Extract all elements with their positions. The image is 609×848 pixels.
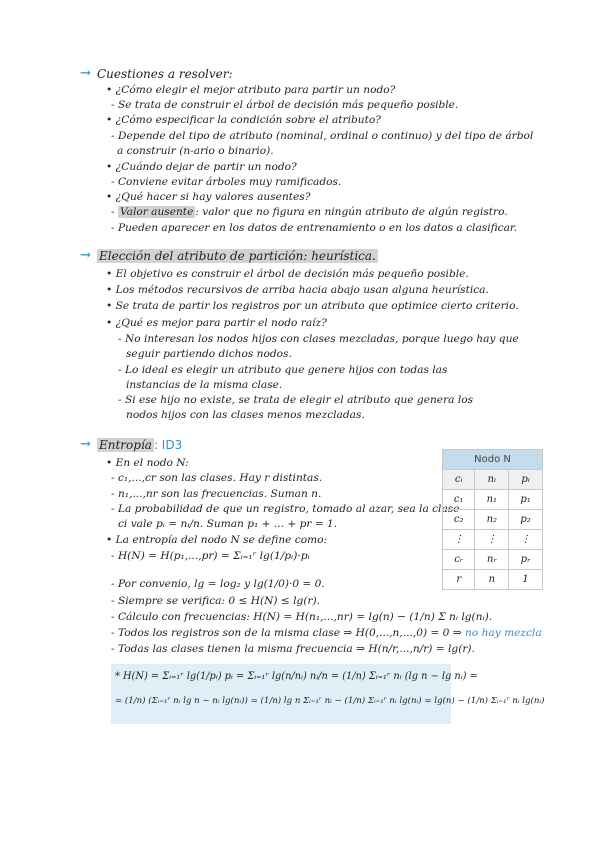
q4-answer: - Valor ausente : valor que no figura en ningún atributo de algún registro. bbox=[111, 206, 508, 218]
derivation-line1: * H(N) = Σᵢ₌₁ʳ lg(1/pᵢ) pᵢ = Σᵢ₌₁ʳ lg(n/nᵢ) nᵢ/n = (1/n) Σᵢ₌₁ʳ nᵢ (lg n − lg nᵢ) = bbox=[115, 671, 478, 682]
b4-text: • ¿Qué es mejor para partir el nodo raíz? bbox=[106, 317, 327, 329]
entropy-l6: • La entropía del nodo N se define como: bbox=[106, 534, 328, 546]
table-cell: c₁ bbox=[443, 490, 475, 510]
table-row bbox=[443, 550, 543, 570]
entropy-l2: - c₁,...,cr son las clases. Hay r distintas. bbox=[111, 472, 323, 484]
q4-answer-rest: : valor que no figura en ningún atributo de algún registro. bbox=[195, 206, 508, 218]
table-cell: p₂ bbox=[509, 510, 543, 530]
table-cell: 1 bbox=[509, 570, 543, 590]
table-header-row bbox=[443, 470, 543, 490]
q4-text: • ¿Qué hacer si hay valores ausentes? bbox=[106, 191, 311, 203]
table-row bbox=[443, 570, 543, 590]
entropy-l3: - n₁,...,nr son las frecuencias. Suman n. bbox=[111, 488, 322, 500]
table-cell: pᵣ bbox=[509, 550, 543, 570]
arrow-icon: → bbox=[80, 437, 91, 452]
table-cell: cᵣ bbox=[443, 550, 475, 570]
entropy-l7: - H(N) = H(p₁,...,pr) = Σᵢ₌₁ʳ lg(1/pᵢ)·pᵢ bbox=[111, 550, 310, 562]
arrow-icon: → bbox=[80, 248, 91, 263]
b4b-line2: instancias de la misma clase. bbox=[126, 379, 283, 391]
arrow-icon: → bbox=[80, 66, 91, 81]
entropy-l4: - La probabilidad de que un registro, tomado al azar, sea la clase bbox=[111, 503, 460, 515]
q4-answer-2: - Pueden aparecer en los datos de entrenamiento o en los datos a clasificar. bbox=[111, 222, 518, 234]
entropy-l5: ci vale pᵢ = nᵢ/n. Suman p₁ + ... + pr = 1. bbox=[118, 518, 338, 530]
b1-text: • El objetivo es construir el árbol de decisión más pequeño posible. bbox=[106, 268, 469, 280]
q2-answer-line1: - Depende del tipo de atributo (nominal, ordinal o continuo) y del tipo de árbol bbox=[111, 130, 534, 142]
nodo-table bbox=[442, 449, 543, 590]
table-row bbox=[443, 510, 543, 530]
table-header-cell: pᵢ bbox=[509, 470, 543, 490]
b4c-line1: - Si ese hijo no existe, se trata de elegir el atributo que genera los bbox=[118, 394, 474, 406]
entropy-l11: - Todos los registros son de la misma clase ⇒ H(0,...,n,...,0) = 0 ⇒ no hay mezcla bbox=[111, 627, 542, 639]
q3-answer: - Conviene evitar árboles muy ramificados. bbox=[111, 176, 342, 188]
table-cell: ⋮ bbox=[475, 530, 509, 550]
b4c-line2: nodos hijos con las clases menos mezcladas. bbox=[126, 409, 365, 421]
q2-text: • ¿Cómo especificar la condición sobre el atributo? bbox=[106, 114, 381, 126]
table-cell: ⋮ bbox=[443, 530, 475, 550]
b4b-line1: - Lo ideal es elegir un atributo que genere hijos con todas las bbox=[118, 364, 448, 376]
entropy-l1: • En el nodo N: bbox=[106, 457, 189, 469]
table-cell: c₂ bbox=[443, 510, 475, 530]
table-header-cell: cᵢ bbox=[443, 470, 475, 490]
table-header-cell: nᵢ bbox=[475, 470, 509, 490]
derivation-box bbox=[111, 664, 545, 724]
table-row bbox=[443, 490, 543, 510]
heading-cuestiones: Cuestiones a resolver: bbox=[97, 67, 233, 81]
heading-entropia: Entropía : ID3 bbox=[99, 438, 183, 452]
table-cell: n₂ bbox=[475, 510, 509, 530]
highlight-term: Valor ausente bbox=[119, 206, 194, 218]
entropy-l12: - Todas las clases tienen la misma frecuencia ⇒ H(n/r,...,n/r) = lg(r). bbox=[111, 643, 475, 655]
table-cell: p₁ bbox=[509, 490, 543, 510]
table-caption: Nodo N bbox=[443, 450, 543, 470]
entropy-l8: - Por convenio, lg = log₂ y lg(1/0)·0 = 0. bbox=[111, 578, 325, 590]
b4a-line2: seguir partiendo dichos nodos. bbox=[126, 348, 292, 360]
entropy-l9: - Siempre se verifica: 0 ≤ H(N) ≤ lg(r). bbox=[111, 595, 321, 607]
q1-text: • ¿Cómo elegir el mejor atributo para partir un nodo? bbox=[106, 84, 396, 96]
table-cell: ⋮ bbox=[509, 530, 543, 550]
table-row bbox=[443, 530, 543, 550]
b4a-line1: - No interesan los nodos hijos con clases mezcladas, porque luego hay que bbox=[118, 333, 519, 345]
b3-text: • Se trata de partir los registros por un atributo que optimice cierto criterio. bbox=[106, 300, 519, 312]
q2-answer-line2: a construir (n-ario o binario). bbox=[117, 145, 274, 157]
table-cell: n₁ bbox=[475, 490, 509, 510]
q3-text: • ¿Cuándo dejar de partir un nodo? bbox=[106, 161, 297, 173]
table-cell: n bbox=[475, 570, 509, 590]
table-cell: r bbox=[443, 570, 475, 590]
b2-text: • Los métodos recursivos de arriba hacia abajo usan alguna heurística. bbox=[106, 284, 489, 296]
note-no-mezcla: no hay mezcla bbox=[461, 627, 542, 639]
heading-eleccion: Elección del atributo de partición: heurística. bbox=[99, 249, 376, 263]
q1-answer: - Se trata de construir el árbol de decisión más pequeño posible. bbox=[111, 99, 459, 111]
entropy-l10: - Cálculo con frecuencias: H(N) = H(n₁,...,nr) = lg(n) − (1/n) Σ nᵢ lg(nᵢ). bbox=[111, 611, 493, 623]
derivation-line2: = (1/n) (Σᵢ₌₁ʳ nᵢ lg n − nᵢ lg(nᵢ)) = (1/n) lg n Σᵢ₌₁ʳ nᵢ − (1/n) Σᵢ₌₁ʳ nᵢ lg(nᵢ) = lg(n) − (1/n) Σᵢ₌₁ʳ nᵢ lg(nᵢ) bbox=[115, 696, 545, 706]
table-cell: nᵣ bbox=[475, 550, 509, 570]
